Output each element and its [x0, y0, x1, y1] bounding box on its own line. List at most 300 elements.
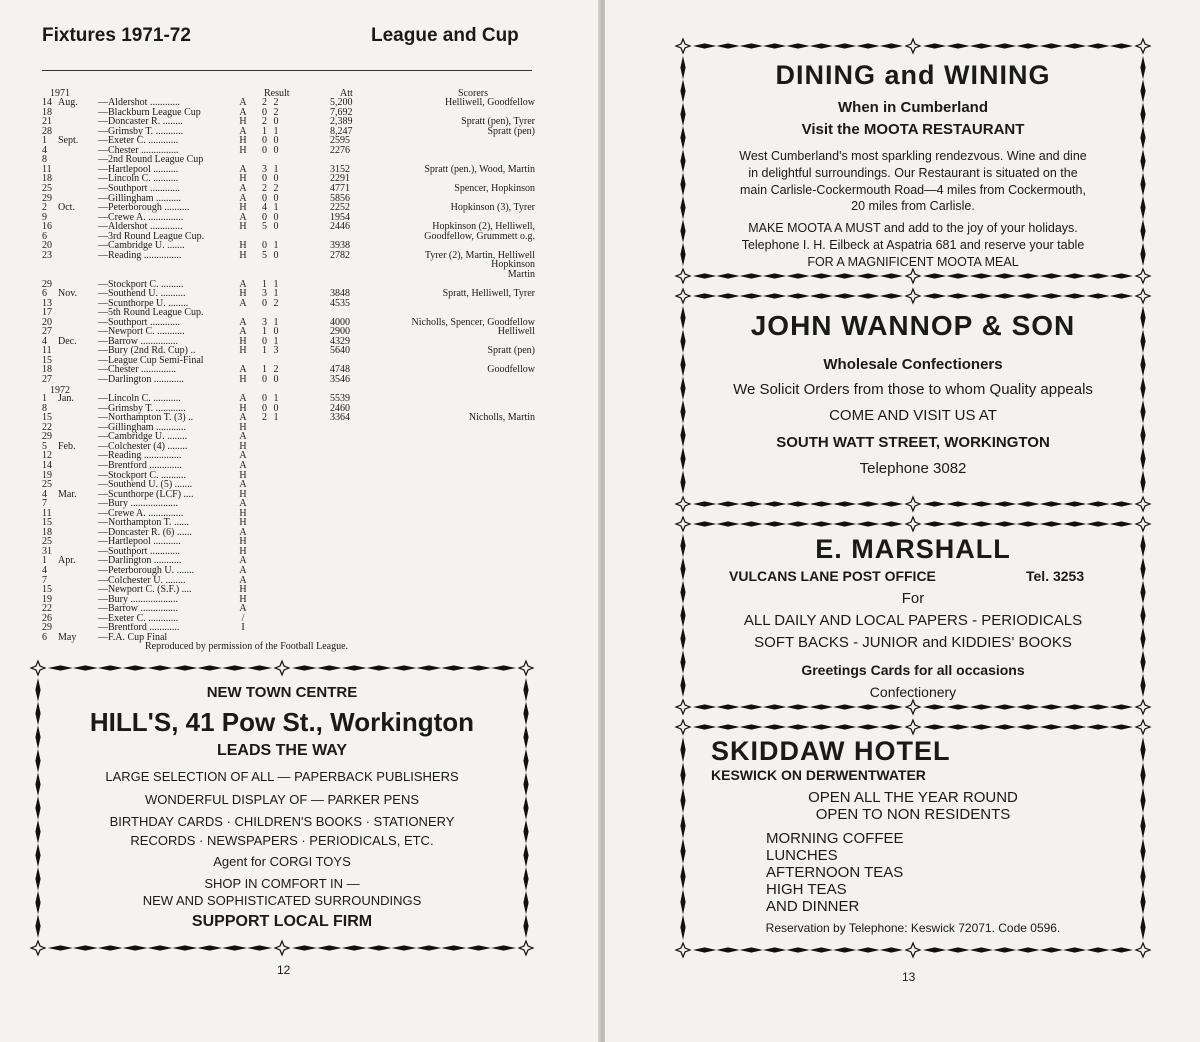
- reproduced-note: Reproduced by permission of the Football League.: [145, 641, 349, 652]
- hills-ad-line-9: SHOP IN COMFORT IN —: [204, 876, 360, 891]
- fixture-opponent: —Doncaster R. (6) ......: [98, 527, 192, 538]
- fixture-result: 0 1: [262, 335, 279, 347]
- year-label-1972: 1972: [50, 384, 70, 396]
- fixture-opponent: —Cambridge U. ........: [98, 432, 188, 443]
- skiddaw-ad-menu-3: AFTERNOON TEAS: [766, 864, 904, 881]
- fixture-result: 1 2: [262, 364, 279, 376]
- page-number-left: 12: [277, 963, 291, 977]
- fixture-venue: A: [239, 278, 247, 290]
- fixture-venue: H: [239, 374, 247, 385]
- fixture-venue: H: [239, 584, 247, 596]
- fixture-attendance: 3848: [330, 288, 350, 299]
- fixture-attendance: 5640: [330, 345, 350, 357]
- fixture-result: 0 1: [262, 393, 279, 405]
- table-row: [42, 184, 542, 194]
- fixture-day: 22: [42, 603, 52, 615]
- skiddaw-ad-line-3: OPEN TO NON RESIDENTS: [815, 806, 1011, 823]
- moota-ad-para-5: MAKE MOOTA A MUST and add to the joy of your holidays.: [748, 221, 1078, 235]
- fixture-result: 3 1: [262, 288, 279, 299]
- fixture-result: 2 0: [262, 116, 279, 128]
- fixture-opponent: —Scunthorpe (LCF) ....: [98, 489, 194, 500]
- fixture-scorers: Goodfellow: [487, 364, 535, 376]
- moota-ad-line-2: Visit the MOOTA RESTAURANT: [801, 121, 1025, 138]
- table-row: [42, 365, 542, 375]
- moota-ad-line-1: When in Cumberland: [838, 99, 988, 116]
- fixture-opponent: —Blackburn League Cup: [98, 107, 201, 118]
- fixture-day: 6: [42, 631, 47, 643]
- fixture-opponent: —Newport C. ...........: [98, 327, 185, 338]
- table-row: [42, 451, 542, 461]
- fixture-result: 5 0: [262, 249, 279, 261]
- fixture-day: 18: [42, 173, 52, 185]
- fixture-opponent: —Stockport C. .........: [98, 279, 184, 290]
- fixture-day: 29: [42, 192, 52, 204]
- table-row: [42, 423, 542, 433]
- table-row: [42, 136, 542, 146]
- fixture-opponent: —Crewe A. ..............: [98, 508, 184, 519]
- fixture-venue: A: [239, 326, 247, 338]
- fixture-opponent: —Hartlepool ...........: [98, 537, 181, 548]
- table-row: [42, 127, 542, 137]
- fixture-opponent: —Brentford .............: [98, 460, 182, 471]
- fixture-day: 15: [42, 354, 52, 366]
- fixture-scorers: Nicholls, Spencer, Goodfellow: [411, 316, 535, 328]
- moota-ad-para-2: in delightful surroundings. Our Restaurant is situated on the: [748, 166, 1078, 180]
- fixture-day: 25: [42, 479, 52, 490]
- table-row: [42, 547, 542, 557]
- fixture-opponent: —Exeter C. ............: [98, 136, 179, 147]
- table-row: [42, 490, 542, 500]
- fixture-result: 0 2: [262, 106, 279, 118]
- fixture-venue: H: [239, 288, 247, 299]
- wannop-ad-line-5: Telephone 3082: [859, 460, 967, 477]
- fixture-day: 29: [42, 431, 52, 443]
- fixture-day: 23: [42, 249, 52, 261]
- fixture-opponent: —Aldershot .............: [98, 222, 183, 233]
- fixture-day: 5: [42, 440, 47, 452]
- fixture-venue: A: [239, 574, 247, 586]
- fixture-opponent: —League Cup Semi-Final: [98, 355, 204, 366]
- fixture-opponent: —Cambridge U. .......: [98, 241, 185, 252]
- fixture-venue: A: [239, 479, 247, 490]
- wannop-ad-line-3: COME AND VISIT US AT: [829, 407, 997, 424]
- fixture-day: 8: [42, 154, 47, 166]
- fixture-venue: A: [239, 192, 247, 204]
- fixture-day: 20: [42, 316, 52, 328]
- fixture-day: 20: [42, 240, 52, 252]
- skiddaw-ad-line-2: OPEN ALL THE YEAR ROUND: [808, 789, 1018, 806]
- table-row: [42, 413, 542, 423]
- fixture-day: 31: [42, 545, 52, 557]
- fixture-venue: A: [239, 297, 247, 309]
- table-row: [42, 146, 542, 156]
- fixture-attendance: 2446: [330, 221, 350, 233]
- fixture-opponent: —Bury ...................: [98, 499, 178, 510]
- fixture-day: 25: [42, 536, 52, 548]
- fixture-day: 1: [42, 135, 47, 147]
- fixture-opponent: —Chester ..............: [98, 365, 177, 376]
- table-row: [42, 461, 542, 471]
- fixture-month: Aug.: [58, 97, 78, 108]
- fixture-attendance: 3938: [330, 240, 350, 252]
- table-row: [42, 346, 542, 356]
- fixture-result: 0 1: [262, 240, 279, 252]
- fixture-result: 0 0: [262, 173, 279, 185]
- fixture-scorers: Spencer, Hopkinson: [454, 182, 535, 194]
- fixture-opponent: —3rd Round League Cup.: [98, 231, 205, 242]
- moota-ad-para-4: 20 miles from Carlisle.: [851, 199, 975, 213]
- fixture-opponent: —Lincoln C. ...........: [98, 394, 181, 405]
- page-number-right: 13: [902, 970, 916, 984]
- table-row: [42, 98, 542, 108]
- fixture-opponent: —2nd Round League Cup: [98, 155, 204, 166]
- table-row: [42, 327, 542, 337]
- hills-ad-shop-name: HILL'S, 41 Pow St., Workington: [89, 707, 475, 737]
- fixture-day: 21: [42, 116, 52, 128]
- fixture-opponent: —5th Round League Cup.: [98, 308, 204, 319]
- page-title: Fixtures 1971-72: [42, 25, 191, 46]
- table-row: [42, 404, 542, 414]
- fixture-opponent: —Lincoln C. ..........: [98, 174, 179, 185]
- fixture-venue: H: [239, 421, 247, 433]
- header-rule: [42, 70, 532, 71]
- fixture-venue: I: [241, 622, 245, 634]
- fixture-day: 2: [42, 202, 47, 213]
- year-label-1971: 1971: [50, 88, 70, 99]
- marshall-ad-post-office: VULCANS LANE POST OFFICE: [729, 568, 936, 584]
- fixture-venue: H: [239, 249, 247, 261]
- wannop-ad-line-1: Wholesale Confectioners: [823, 356, 1003, 373]
- fixture-opponent: —F.A. Cup Final: [98, 632, 168, 643]
- fixture-venue: H: [239, 507, 247, 519]
- skiddaw-ad-title: SKIDDAW HOTEL: [711, 736, 951, 766]
- table-row: [42, 289, 542, 299]
- fixture-day: 7: [42, 574, 47, 586]
- fixture-attendance: 4535: [330, 297, 350, 309]
- marshall-ad-title: E. MARSHALL: [815, 534, 1011, 564]
- table-row: [42, 318, 542, 328]
- fixture-day: 16: [42, 221, 52, 233]
- fixture-day: 1: [42, 393, 47, 405]
- fixture-opponent: —Darlington ...........: [98, 556, 182, 567]
- fixture-opponent: —Barrow ...............: [98, 336, 178, 347]
- fixture-venue: A: [239, 498, 247, 510]
- fixture-venue: A: [239, 97, 247, 108]
- fixture-scorers: Hopkinson (3), Tyrer: [450, 202, 535, 213]
- fixture-venue: A: [239, 364, 247, 376]
- fixture-venue: H: [239, 469, 247, 481]
- fixture-day: 4: [42, 144, 47, 156]
- fixture-result: 2 2: [262, 97, 279, 108]
- skiddaw-ad-reservation: Reservation by Telephone: Keswick 72071. Code 0596.: [765, 921, 1061, 935]
- fixture-attendance: 3364: [330, 412, 350, 424]
- fixture-venue: H: [239, 593, 247, 605]
- fixture-month: Nov.: [58, 288, 78, 299]
- fixture-scorers: Spratt (pen), Tyrer: [461, 116, 535, 128]
- fixture-opponent: —Gillingham ..........: [98, 193, 182, 204]
- fixture-opponent: —Grimsby T. ............: [98, 403, 186, 414]
- fixture-day: 9: [42, 211, 47, 223]
- table-row: [42, 566, 542, 576]
- fixture-month: Dec.: [58, 335, 77, 347]
- table-row: [42, 251, 542, 261]
- moota-ad-para-6: Telephone I. H. Eilbeck at Aspatria 681 and reserve your table: [741, 238, 1085, 252]
- fixture-opponent: —Colchester U. ........: [98, 575, 186, 586]
- fixture-attendance: 2252: [330, 202, 350, 213]
- fixture-opponent: —Northampton T. (3) ..: [98, 413, 194, 424]
- fixture-day: 14: [42, 97, 52, 108]
- fixture-venue: H: [239, 221, 247, 233]
- hills-ad-line-11: SUPPORT LOCAL FIRM: [191, 913, 373, 930]
- table-row: [42, 604, 542, 614]
- hills-ad-line-1: NEW TOWN CENTRE: [206, 684, 358, 701]
- fixture-result: 1 1: [262, 125, 279, 137]
- table-row: [42, 576, 542, 586]
- fixture-attendance: 4329: [330, 335, 350, 347]
- skiddaw-ad-menu-1: MORNING COFFEE: [766, 830, 904, 847]
- table-row: [42, 442, 542, 452]
- marshall-ad-line-4: SOFT BACKS - JUNIOR and KIDDIES' BOOKS: [754, 634, 1072, 651]
- fixture-attendance: 2291: [330, 173, 350, 185]
- fixture-day: 27: [42, 326, 52, 338]
- table-row: [42, 203, 542, 213]
- fixture-day: 15: [42, 584, 52, 596]
- hills-ad-line-4: LARGE SELECTION OF ALL — PAPERBACK PUBLISHERS: [105, 769, 459, 784]
- table-row: [42, 518, 542, 528]
- fixture-attendance: 8,247: [330, 125, 353, 137]
- fixture-result: 0 0: [262, 402, 279, 414]
- fixture-venue: A: [239, 211, 247, 223]
- fixture-venue: H: [239, 488, 247, 500]
- fixture-opponent: —Northampton T. ......: [98, 518, 190, 529]
- table-row: [42, 260, 542, 270]
- fixture-day: 6: [42, 288, 47, 299]
- fixture-day: 19: [42, 469, 52, 481]
- fixtures-table: [42, 88, 542, 643]
- table-row: [42, 337, 542, 347]
- fixture-month: Sept.: [58, 135, 79, 147]
- fixture-venue: H: [239, 545, 247, 557]
- hills-ad-line-7: RECORDS · NEWSPAPERS · PERIODICALS, ETC.: [130, 833, 434, 848]
- table-row: [42, 432, 542, 442]
- table-row: [42, 270, 542, 280]
- fixture-venue: A: [239, 555, 247, 567]
- wannop-ad-title: JOHN WANNOP & SON: [750, 310, 1076, 341]
- fixture-month: Oct.: [58, 202, 75, 213]
- fixture-venue: A: [239, 106, 247, 118]
- fixture-month: Mar.: [58, 488, 77, 500]
- fixture-attendance: 5856: [330, 192, 350, 204]
- fixture-attendance: 2595: [330, 135, 350, 147]
- marshall-ad-line-2: For: [901, 590, 925, 607]
- fixture-attendance: 3152: [330, 163, 350, 175]
- fixture-opponent: —Newport C. (S.F.) ....: [98, 585, 192, 596]
- skiddaw-ad-menu-2: LUNCHES: [766, 847, 838, 864]
- fixture-venue: H: [239, 335, 247, 347]
- fixture-opponent: —Crewe A. ..............: [98, 212, 184, 223]
- fixture-venue: H: [239, 402, 247, 414]
- scorers-column-header: Scorers: [458, 88, 488, 99]
- fixture-opponent: —Grimsby T. ...........: [98, 126, 184, 137]
- fixture-venue: A: [239, 603, 247, 615]
- skiddaw-ad-menu-5: AND DINNER: [766, 898, 860, 915]
- fixture-venue: A: [239, 125, 247, 137]
- fixture-venue: H: [239, 135, 247, 147]
- fixture-venue: A: [239, 182, 247, 194]
- fixture-day: 15: [42, 517, 52, 529]
- table-row: [42, 117, 542, 127]
- marshall-ad-line-6: Confectionery: [869, 684, 957, 700]
- fixture-day: 12: [42, 450, 52, 462]
- table-row: [42, 499, 542, 509]
- fixture-opponent: —Reading ...............: [98, 451, 182, 462]
- fixture-opponent: —Chester ...............: [98, 145, 179, 156]
- marshall-ad-line-3: ALL DAILY AND LOCAL PAPERS - PERIODICALS: [743, 612, 1083, 629]
- fixture-day: 11: [42, 345, 52, 357]
- fixture-venue: H: [239, 517, 247, 529]
- fixture-day: 6: [42, 230, 47, 242]
- fixture-opponent: —Barrow ...............: [98, 604, 178, 615]
- hills-advert: [28, 658, 536, 958]
- fixture-month: May: [58, 631, 77, 643]
- fixture-day: 17: [42, 307, 52, 319]
- fixture-attendance: 2276: [330, 144, 350, 156]
- fixture-day: 13: [42, 297, 52, 309]
- fixture-scorers: Hopkinson (2), Helliwell,: [432, 221, 535, 233]
- fixture-venue: A: [239, 163, 247, 175]
- table-row: [42, 585, 542, 595]
- fixture-opponent: —Aldershot ............: [98, 98, 180, 108]
- fixture-opponent: —Stockport C. ..........: [98, 470, 187, 481]
- fixture-opponent: —Southend U. (5) .......: [98, 480, 193, 490]
- fixture-scorers: Hopkinson: [491, 259, 535, 271]
- moota-ad-para-3: main Carlisle-Cockermouth Road—4 miles from Cockermouth,: [740, 183, 1086, 197]
- fixture-opponent: —Bury ...................: [98, 594, 178, 605]
- fixture-result: 2 2: [262, 182, 279, 194]
- fixture-opponent: —Brentford ............: [98, 623, 180, 634]
- fixture-day: 29: [42, 278, 52, 290]
- skiddaw-ad-location: KESWICK ON DERWENTWATER: [711, 767, 926, 783]
- table-row: [42, 556, 542, 566]
- fixture-result: 1 3: [262, 345, 279, 357]
- right-page: [605, 0, 1200, 1042]
- fixture-result: 0 0: [262, 192, 279, 204]
- fixture-attendance: 2900: [330, 326, 350, 338]
- fixture-attendance: 2,389: [330, 116, 353, 128]
- moota-ad-title: DINING and WINING: [775, 60, 1051, 90]
- fixture-opponent: —Doncaster R. ........: [98, 117, 183, 128]
- fixture-opponent: —Hartlepool ..........: [98, 164, 179, 175]
- fixture-day: 8: [42, 402, 47, 414]
- fixture-venue: H: [239, 116, 247, 128]
- fixture-scorers: Spratt, Helliwell, Tyrer: [442, 288, 535, 299]
- result-column-header: Result: [264, 88, 290, 99]
- fixture-attendance: 4000: [330, 316, 350, 328]
- fixture-venue: H: [239, 173, 247, 185]
- table-row: [42, 394, 542, 404]
- marshall-ad-telephone: Tel. 3253: [1026, 568, 1085, 584]
- fixture-day: 11: [42, 507, 52, 519]
- fixture-day: 4: [42, 565, 47, 576]
- fixture-scorers: Tyrer (2), Martin, Helliwell: [424, 249, 535, 261]
- fixture-venue: A: [239, 526, 247, 538]
- fixture-scorers: Nicholls, Martin: [468, 412, 535, 424]
- hills-ad-line-5: WONDERFUL DISPLAY OF — PARKER PENS: [144, 792, 419, 807]
- fixture-day: 26: [42, 612, 52, 624]
- moota-ad-para-7: FOR A MAGNIFICENT MOOTA MEAL: [807, 255, 1019, 269]
- fixture-result: 5 0: [262, 221, 279, 233]
- fixture-opponent: —Gillingham ............: [98, 422, 187, 433]
- fixture-day: 14: [42, 459, 52, 471]
- fixture-day: 15: [42, 412, 52, 424]
- fixture-venue: A: [239, 431, 247, 443]
- fixture-venue: H: [239, 440, 247, 452]
- fixture-scorers: Spratt (pen.), Wood, Martin: [424, 163, 535, 175]
- fixture-opponent: —Darlington ............: [98, 375, 184, 385]
- fixture-venue: A: [239, 393, 247, 405]
- fixture-day: 11: [42, 163, 52, 175]
- table-row: [42, 509, 542, 519]
- hills-ad-line-8: Agent for CORGI TOYS: [213, 854, 351, 869]
- fixture-attendance: 7,692: [330, 106, 353, 118]
- fixture-day: 1: [42, 555, 47, 567]
- table-row: [42, 356, 542, 366]
- fixture-day: 25: [42, 182, 52, 194]
- fixture-attendance: 2782: [330, 249, 350, 261]
- fixture-venue: A: [239, 565, 247, 576]
- fixture-opponent: —Southend U. ..........: [98, 289, 186, 299]
- fixture-attendance: 2460: [330, 402, 350, 414]
- table-row: [42, 623, 542, 633]
- fixture-day: 18: [42, 526, 52, 538]
- fixture-result: 0 0: [262, 211, 279, 223]
- fixture-result: 2 1: [262, 412, 279, 424]
- fixture-result: 0 0: [262, 144, 279, 156]
- marshall-ad-line-5: Greetings Cards for all occasions: [801, 662, 1025, 678]
- fixture-day: 18: [42, 364, 52, 376]
- fixture-result: 3 1: [262, 163, 279, 175]
- fixture-opponent: —Southport ............: [98, 317, 180, 328]
- fixture-day: 4: [42, 335, 47, 347]
- fixture-opponent: —Reading ...............: [98, 250, 182, 261]
- fixture-scorers: Spratt (pen): [487, 125, 535, 137]
- skiddaw-ad-menu-4: HIGH TEAS: [766, 881, 847, 898]
- table-row: [42, 528, 542, 538]
- table-row: [42, 480, 542, 490]
- fixture-opponent: —Bury (2nd Rd. Cup) ..: [98, 346, 196, 357]
- fixture-month: Feb.: [58, 440, 76, 452]
- fixture-result: 4 1: [262, 202, 279, 213]
- fixture-opponent: —Peterborough U. .......: [98, 566, 195, 576]
- fixture-venue: H: [239, 144, 247, 156]
- fixture-venue: A: [239, 412, 247, 424]
- fixture-scorers: Helliwell, Goodfellow: [445, 97, 535, 108]
- fixture-opponent: —Southport ............: [98, 546, 180, 557]
- fixture-opponent: —Peterborough ..........: [98, 203, 190, 213]
- fixture-result: 0 0: [262, 135, 279, 147]
- fixture-month: Apr.: [58, 555, 76, 567]
- fixture-opponent: —Exeter C. ............: [98, 613, 179, 624]
- table-row: [42, 299, 542, 309]
- fixture-day: 29: [42, 622, 52, 634]
- moota-ad-para-1: West Cumberland's most sparkling rendezvous. Wine and dine: [739, 149, 1087, 163]
- fixture-day: 4: [42, 488, 47, 500]
- table-row: [42, 614, 542, 624]
- fixture-attendance: 3546: [330, 374, 350, 385]
- fixture-day: 7: [42, 498, 47, 510]
- fixture-day: 28: [42, 125, 52, 137]
- fixture-attendance: 4771: [330, 182, 350, 194]
